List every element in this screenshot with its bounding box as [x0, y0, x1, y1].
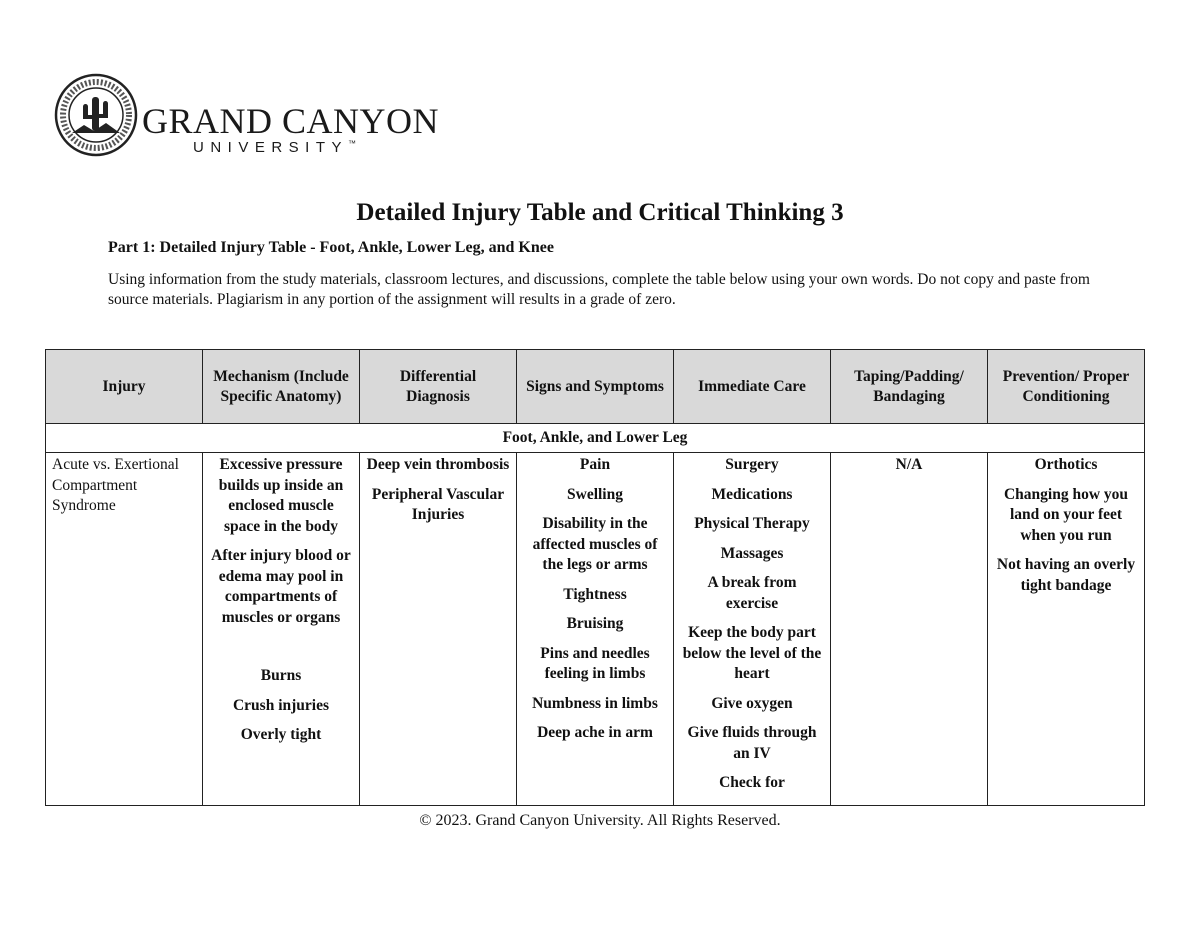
document-title: Detailed Injury Table and Critical Thinking 3	[356, 199, 844, 226]
list-item: Deep vein thrombosis	[366, 456, 510, 473]
list-item: Peripheral Vascular Injuries	[371, 485, 505, 523]
list-item: Changing how you land on your feet when you run	[1003, 485, 1129, 544]
university-logo	[54, 73, 440, 163]
list-item: Orthotics	[1034, 456, 1098, 473]
list-item: Pain	[579, 456, 611, 473]
list-item: Pins and needles feeling in limbs	[540, 644, 650, 682]
list-item: Deep ache in arm	[537, 724, 653, 741]
list-item: Overly tight	[240, 726, 322, 743]
list-item: Excessive pressure builds up inside an enclosed muscle space in the body	[218, 456, 344, 535]
list-item: Not having an overly tight bandage	[996, 556, 1136, 594]
document-subtitle: Part 1: Detailed Injury Table - Foot, Ankle, Lower Leg, and Knee	[108, 239, 554, 256]
copyright-footer: © 2023. Grand Canyon University. All Rights Reserved.	[419, 812, 781, 829]
logo-subtitle: UNIVERSITY™	[193, 139, 357, 156]
list-item: Bruising	[566, 615, 624, 632]
list-item: Disability in the affected muscles of the legs or arms	[532, 515, 658, 573]
cell-differential	[360, 453, 517, 806]
header-prevention: Prevention/ Proper Conditioning	[988, 350, 1145, 424]
list-item: Check for	[719, 774, 785, 791]
logo-wordmark: GRAND CANYON	[142, 101, 440, 141]
header-immediate-care: Immediate Care	[674, 350, 831, 424]
section-row	[46, 424, 1145, 453]
cell-injury: Acute vs. Exertional Compartment Syndrome	[46, 453, 203, 806]
list-item: After injury blood or edema may pool in compartments of muscles or organs	[211, 547, 351, 626]
list-item: Crush injuries	[232, 696, 330, 714]
list-item: Massages	[720, 544, 784, 562]
list-item: Keep the body part below the level of the heart	[682, 624, 822, 682]
list-item: Swelling	[567, 485, 623, 503]
header-injury: Injury	[46, 350, 203, 424]
injury-table	[45, 349, 1145, 806]
list-item: Tightness	[563, 585, 627, 603]
list-item: Give fluids through an IV	[687, 724, 817, 762]
cell-care	[674, 453, 831, 806]
table-header-row	[46, 350, 1145, 424]
cell-taping: N/A	[831, 453, 988, 806]
cell-mechanism	[203, 453, 360, 806]
list-item: Medications	[711, 485, 793, 503]
header-signs-symptoms: Signs and Symptoms	[517, 350, 674, 424]
list-item: A break from exercise	[707, 574, 797, 612]
table-row	[46, 453, 1145, 806]
list-item: Surgery	[725, 456, 779, 473]
section-label: Foot, Ankle, and Lower Leg	[46, 424, 1145, 453]
instructions-paragraph: Using information from the study materials, classroom lectures, and discussions, complete the table below using your own words. Do not copy and paste from source materials. Plagiarism in any portion of the assignment will results in a grade of zero.	[108, 271, 1090, 308]
header-mechanism: Mechanism (Include Specific Anatomy)	[203, 350, 360, 424]
list-item: Physical Therapy	[694, 515, 810, 532]
header-taping: Taping/Padding/ Bandaging	[831, 350, 988, 424]
list-item: Numbness in limbs	[532, 694, 658, 712]
header-differential-diagnosis: Differential Diagnosis	[360, 350, 517, 424]
cell-prevention	[988, 453, 1145, 806]
list-item: Give oxygen	[711, 694, 793, 712]
list-item: Burns	[260, 667, 302, 684]
cell-signs	[517, 453, 674, 806]
university-seal-icon	[54, 73, 138, 157]
